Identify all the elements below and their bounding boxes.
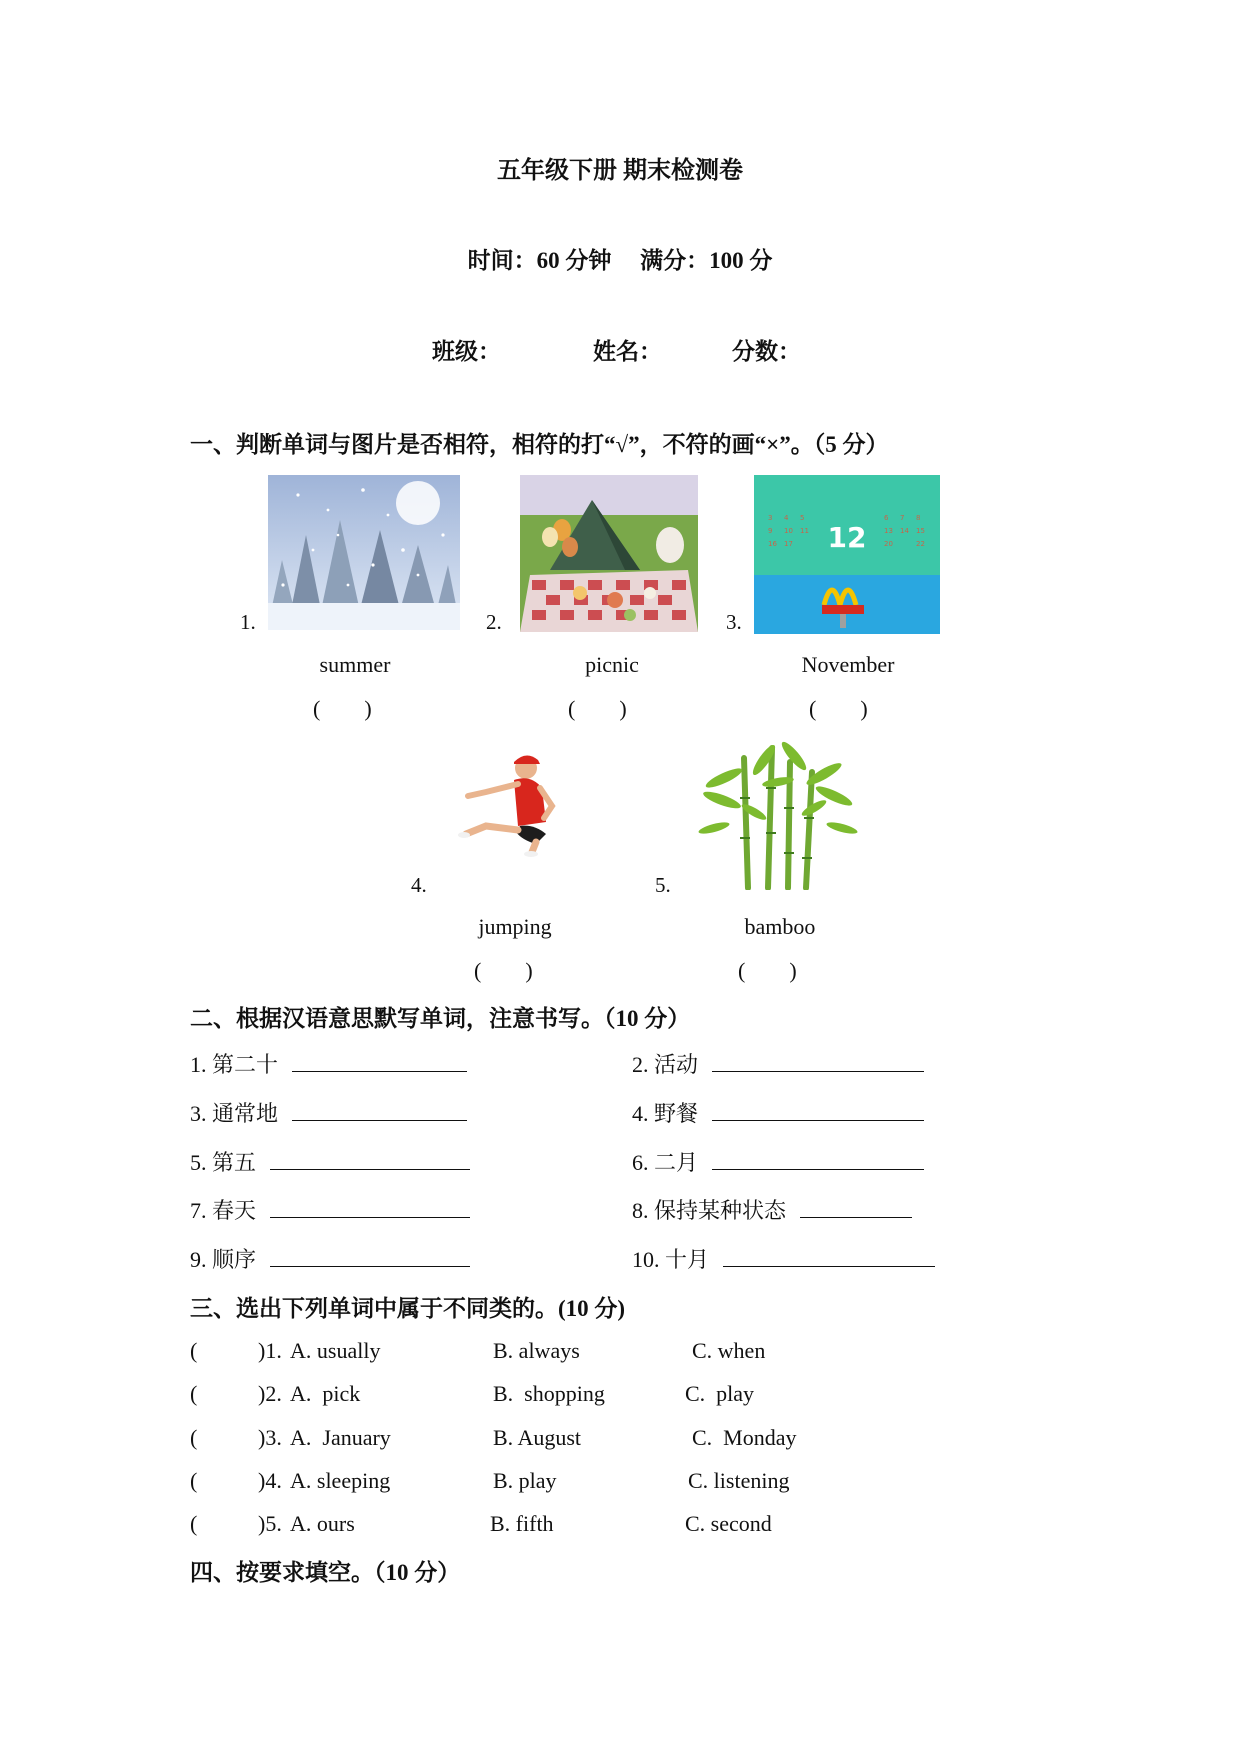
s3-paren[interactable]: ( xyxy=(190,1338,198,1363)
time-unit: 分钟 xyxy=(565,248,612,273)
s1-item4-answer-parens[interactable]: ( ) xyxy=(474,958,533,983)
s1-item5-answer-parens[interactable]: ( ) xyxy=(738,958,797,983)
section2-heading: 二、根据汉语意思默写单词，注意书写。（10 分） xyxy=(190,1006,691,1031)
exam-info xyxy=(0,242,1240,275)
s3-number: )1. xyxy=(258,1338,282,1363)
section3-heading: 三、选出下列单词中属于不同类的。(10 分) xyxy=(190,1296,626,1321)
s1-item3-number: 3. xyxy=(726,610,742,634)
s2-item-number: 9. xyxy=(190,1247,207,1272)
svg-text:9: 9 xyxy=(768,527,773,535)
jumping-boy-image xyxy=(456,748,564,860)
svg-text:14: 14 xyxy=(900,527,909,535)
full-score-value: 100 xyxy=(709,248,744,273)
s2-item-chinese: 通常地 xyxy=(212,1101,279,1126)
s3-option-a: A. January xyxy=(290,1425,391,1450)
section4-heading: 四、按要求填空。（10 分） xyxy=(190,1560,461,1585)
s2-item-number: 10. xyxy=(632,1247,660,1272)
s2-item-chinese: 活动 xyxy=(654,1052,699,1077)
svg-text:22: 22 xyxy=(916,540,925,548)
s2-answer-blank[interactable] xyxy=(292,1102,467,1121)
s2-item-number: 6. xyxy=(632,1150,649,1175)
s3-option-a: A. pick xyxy=(290,1381,361,1406)
s3-option-c: C. play xyxy=(685,1381,755,1406)
s3-option-a: A. usually xyxy=(290,1338,381,1363)
s2-item-number: 4. xyxy=(632,1101,649,1126)
calendar-december-image xyxy=(754,475,940,634)
page-title: 五年级下册 期末检测卷 xyxy=(497,158,743,184)
s3-paren[interactable]: ( xyxy=(190,1511,198,1536)
s2-item-chinese: 第五 xyxy=(212,1150,257,1175)
section1-heading: 一、判断单词与图片是否相符，相符的打“√”，不符的画“×”。（5 分） xyxy=(190,432,889,457)
s2-item xyxy=(190,1243,470,1274)
s2-item xyxy=(632,1194,912,1225)
s2-item-chinese: 第二十 xyxy=(212,1052,279,1077)
s1-item1-word: summer xyxy=(319,652,391,677)
s2-item-number: 2. xyxy=(632,1052,649,1077)
s2-item xyxy=(632,1243,935,1274)
s2-item-chinese: 顺序 xyxy=(212,1247,257,1272)
s2-item-chinese: 保持某种状态 xyxy=(654,1198,787,1223)
svg-text:3: 3 xyxy=(768,514,773,522)
s2-answer-blank[interactable] xyxy=(270,1248,470,1267)
s3-option-b: B. play xyxy=(493,1468,557,1493)
s1-item3-word: November xyxy=(801,652,895,677)
s3-option-c: C. Monday xyxy=(692,1425,797,1450)
time-label: 时间： xyxy=(467,248,537,273)
s2-item xyxy=(190,1146,470,1177)
full-score-unit: 分 xyxy=(749,248,773,273)
s2-item xyxy=(632,1097,924,1128)
svg-text:13: 13 xyxy=(884,527,893,535)
s2-item-chinese: 春天 xyxy=(212,1198,257,1223)
score-label: 分数： xyxy=(732,339,801,364)
s3-option-a: A. sleeping xyxy=(290,1468,391,1493)
svg-text:8: 8 xyxy=(916,514,921,522)
full-score-label: 满分： xyxy=(640,248,710,273)
s1-item4-word: jumping xyxy=(478,914,552,939)
svg-text:5: 5 xyxy=(800,514,805,522)
time-value: 60 xyxy=(536,248,560,273)
s1-item4-number: 4. xyxy=(411,873,427,897)
svg-text:17: 17 xyxy=(784,540,793,548)
s2-answer-blank[interactable] xyxy=(292,1053,467,1072)
s3-option-a: A. ours xyxy=(290,1511,355,1536)
s3-paren[interactable]: ( xyxy=(190,1381,198,1406)
svg-text:10: 10 xyxy=(784,527,793,535)
s2-item-number: 5. xyxy=(190,1150,207,1175)
s3-option-c: C. second xyxy=(685,1511,772,1536)
snowy-forest-image xyxy=(268,475,460,630)
s3-number: )4. xyxy=(258,1468,282,1493)
s3-option-c: C. listening xyxy=(688,1468,790,1493)
s3-paren[interactable]: ( xyxy=(190,1425,198,1450)
s2-item xyxy=(632,1146,924,1177)
s2-answer-blank[interactable] xyxy=(800,1199,912,1218)
s3-option-b: B. fifth xyxy=(490,1511,554,1536)
s2-answer-blank[interactable] xyxy=(270,1151,470,1170)
svg-text:15: 15 xyxy=(916,527,925,535)
s1-item1-answer-parens[interactable]: ( ) xyxy=(313,696,372,721)
s1-item5-number: 5. xyxy=(655,873,671,897)
s3-option-b: B. shopping xyxy=(493,1381,605,1406)
s3-option-b: B. always xyxy=(493,1338,580,1363)
s1-item2-word: picnic xyxy=(585,652,639,677)
s2-item-number: 1. xyxy=(190,1052,207,1077)
s1-item1-number: 1. xyxy=(240,610,256,634)
s2-item-chinese: 野餐 xyxy=(654,1101,699,1126)
svg-text:16: 16 xyxy=(768,540,777,548)
s3-paren[interactable]: ( xyxy=(190,1468,198,1493)
s3-number: )5. xyxy=(258,1511,282,1536)
s1-item2-number: 2. xyxy=(486,610,502,634)
s2-item xyxy=(190,1097,467,1128)
s2-item xyxy=(632,1048,924,1079)
s2-item-number: 3. xyxy=(190,1101,207,1126)
svg-text:20: 20 xyxy=(884,540,893,548)
s1-item5-word: bamboo xyxy=(744,914,816,939)
bamboo-image xyxy=(694,738,862,890)
s1-item3-answer-parens[interactable]: ( ) xyxy=(809,696,868,721)
s3-option-c: C. when xyxy=(692,1338,766,1363)
calendar-number: 12 xyxy=(827,521,867,554)
s2-item xyxy=(190,1048,467,1079)
svg-text:4: 4 xyxy=(784,514,789,522)
s1-item2-answer-parens[interactable]: ( ) xyxy=(568,696,627,721)
s2-item-number: 7. xyxy=(190,1198,207,1223)
s2-answer-blank[interactable] xyxy=(712,1102,924,1121)
picnic-image xyxy=(520,475,698,632)
s3-number: )2. xyxy=(258,1381,282,1406)
svg-text:7: 7 xyxy=(900,514,905,522)
name-label: 姓名： xyxy=(593,339,662,364)
s2-item-number: 8. xyxy=(632,1198,649,1223)
s2-answer-blank[interactable] xyxy=(723,1248,935,1267)
s2-item-chinese: 十月 xyxy=(665,1247,710,1272)
s2-item-chinese: 二月 xyxy=(654,1150,699,1175)
class-label: 班级： xyxy=(432,339,501,364)
s3-option-b: B. August xyxy=(493,1425,582,1450)
s2-answer-blank[interactable] xyxy=(270,1199,470,1218)
svg-text:6: 6 xyxy=(884,514,889,522)
svg-text:11: 11 xyxy=(800,527,809,535)
s2-item xyxy=(190,1194,470,1225)
s2-answer-blank[interactable] xyxy=(712,1053,924,1072)
s2-answer-blank[interactable] xyxy=(712,1151,924,1170)
s3-number: )3. xyxy=(258,1425,282,1450)
